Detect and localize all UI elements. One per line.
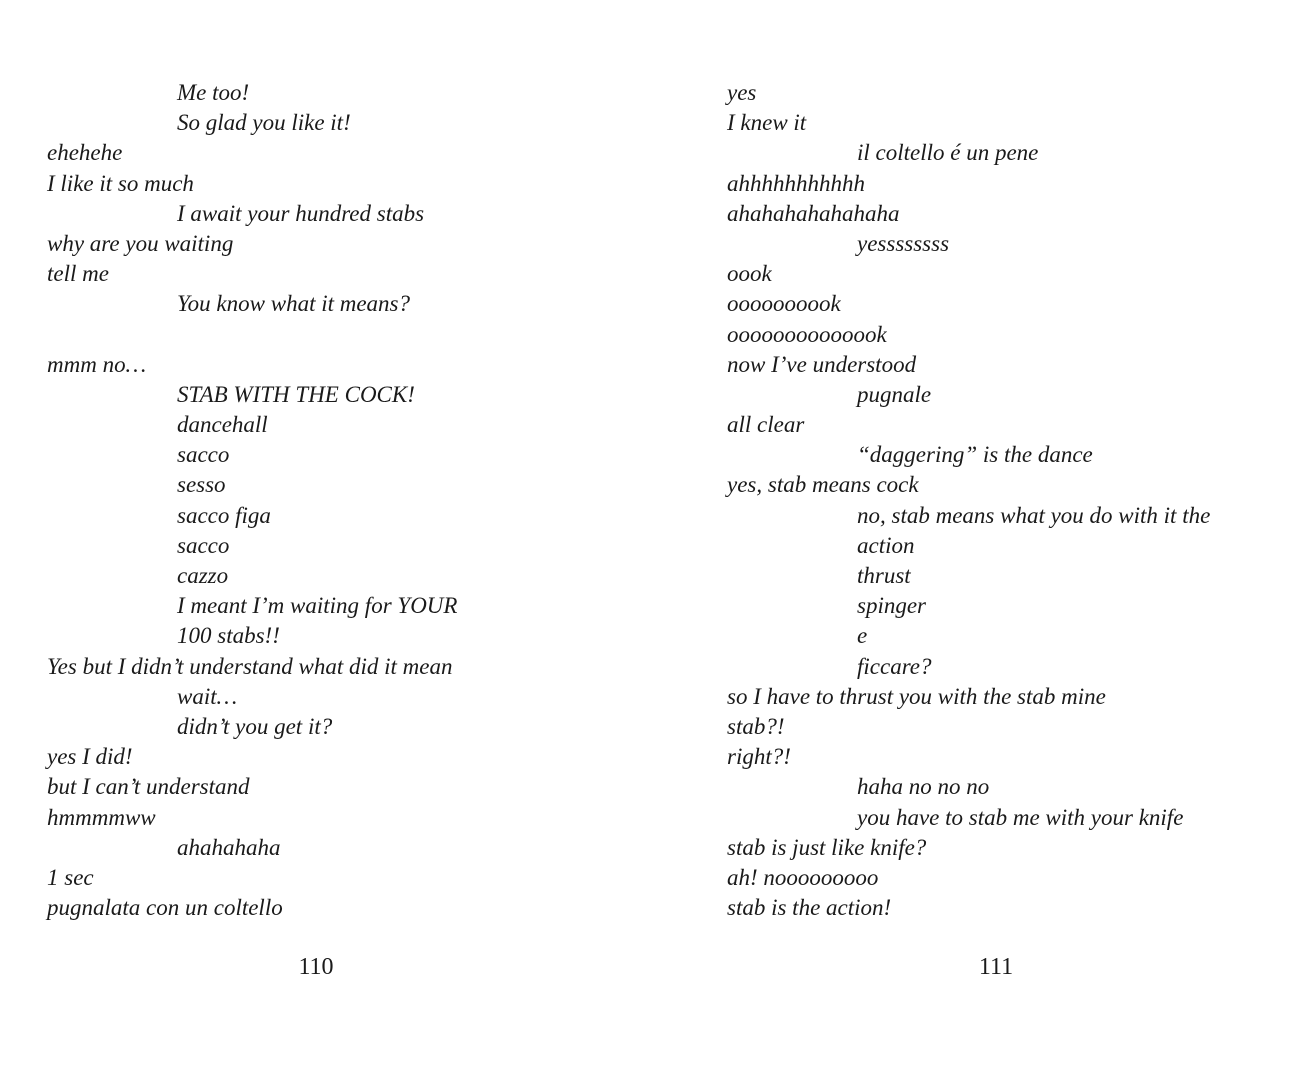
text-line: pugnalata con un coltello bbox=[47, 895, 283, 921]
text-line: you have to stab me with your knife bbox=[857, 804, 1184, 830]
text-line: all clear bbox=[727, 412, 805, 438]
text-line: yes bbox=[727, 80, 757, 105]
text-line: stab is the action! bbox=[727, 895, 892, 921]
text-line: yessssssss bbox=[857, 230, 950, 256]
text-line: why are you waiting bbox=[47, 230, 234, 256]
text-line: stab is just like knife? bbox=[727, 834, 927, 860]
text-line: no, stab means what you do with it the bbox=[857, 502, 1211, 528]
text-line: now I’ve understood bbox=[727, 351, 917, 377]
page-number-left: 110 bbox=[298, 954, 334, 980]
text-line: but I can’t understand bbox=[47, 774, 250, 800]
text-line: 1 sec bbox=[47, 864, 94, 890]
text-line: sacco figa bbox=[177, 502, 271, 528]
text-line: Yes but I didn’t understand what did it mean bbox=[47, 653, 453, 679]
text-line: STAB WITH THE COCK! bbox=[177, 381, 415, 407]
text-line: pugnale bbox=[857, 381, 932, 407]
text-line: so I have to thrust you with the stab mine bbox=[727, 683, 1106, 709]
text-line: sacco bbox=[177, 532, 230, 558]
text-line: ahahahaha bbox=[177, 834, 281, 860]
page-number-right: 111 bbox=[978, 954, 1014, 980]
text-line: ahahahahahahaha bbox=[727, 200, 900, 226]
text-line: oooooooooooook bbox=[727, 321, 887, 347]
text-line: action bbox=[857, 532, 915, 558]
text-line: yes I did! bbox=[47, 744, 133, 770]
text-line: e bbox=[857, 623, 868, 649]
text-line: I meant I’m waiting for YOUR bbox=[177, 593, 458, 619]
text-line: So glad you like it! bbox=[177, 110, 351, 136]
text-line: right?! bbox=[727, 744, 791, 770]
text-line: haha no no no bbox=[857, 774, 990, 800]
text-line: dancehall bbox=[177, 412, 268, 438]
text-line: wait… bbox=[177, 683, 238, 709]
text-line: oook bbox=[727, 261, 772, 287]
text-line: yes, stab means cock bbox=[727, 472, 919, 498]
text-line: sesso bbox=[177, 472, 226, 498]
text-line: spinger bbox=[857, 593, 926, 619]
text-line: tell me bbox=[47, 261, 109, 287]
left-page-text bbox=[47, 78, 647, 923]
text-line: 100 stabs!! bbox=[177, 623, 280, 649]
text-line bbox=[47, 320, 647, 350]
text-line: ahhhhhhhhhhh bbox=[727, 170, 865, 196]
text-line: You know what it means? bbox=[177, 291, 411, 317]
text-line: il coltello é un pene bbox=[857, 140, 1039, 166]
text-line: hmmmmww bbox=[47, 804, 156, 830]
text-line: oooooooook bbox=[727, 291, 841, 317]
text-line: sacco bbox=[177, 442, 230, 468]
text-line: ah! nooooooooo bbox=[727, 864, 879, 890]
text-line: Me too! bbox=[177, 80, 250, 105]
text-line: I knew it bbox=[727, 110, 807, 136]
text-line: I await your hundred stabs bbox=[177, 200, 425, 226]
right-page-text bbox=[727, 78, 1312, 923]
text-line: cazzo bbox=[177, 563, 229, 588]
text-line: I like it so much bbox=[47, 170, 194, 196]
text-line: ficcare? bbox=[857, 653, 932, 679]
text-line: stab?! bbox=[727, 713, 785, 739]
text-line: thrust bbox=[857, 563, 911, 588]
text-line: didn’t you get it? bbox=[177, 713, 333, 739]
text-line: mmm no… bbox=[47, 351, 147, 377]
text-line: ehehehe bbox=[47, 140, 123, 166]
text-line: “daggering” is the dance bbox=[857, 442, 1093, 468]
